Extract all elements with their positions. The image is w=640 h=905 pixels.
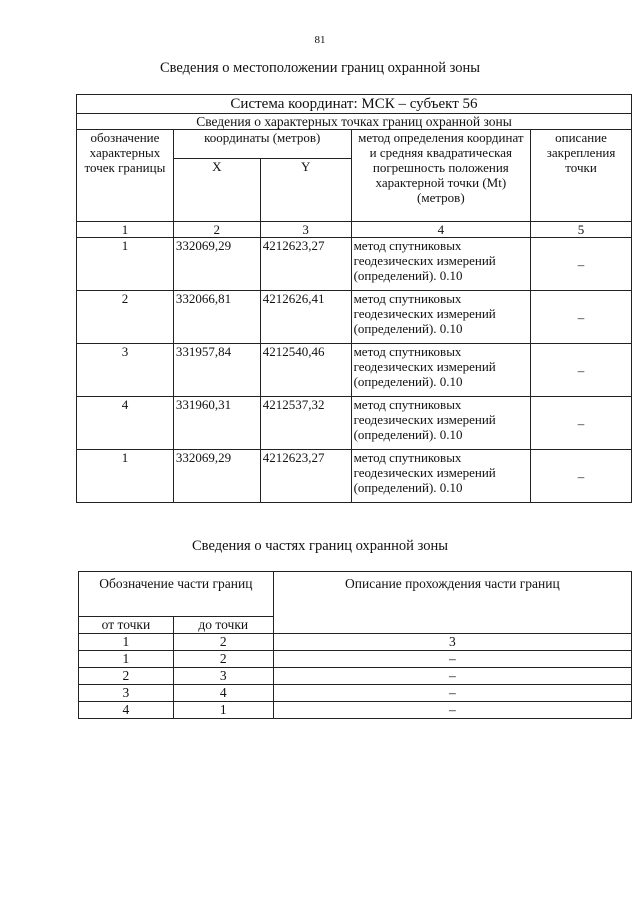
description-cell: – xyxy=(531,344,632,397)
method-cell: метод спутниковых геодезических измерений (определений). 0.10 xyxy=(351,238,531,291)
from-point-cell: 4 xyxy=(79,702,174,719)
header-to-point: до точки xyxy=(173,617,273,634)
method-cell: метод спутниковых геодезических измерений (определений). 0.10 xyxy=(351,450,531,503)
column-number: 3 xyxy=(273,634,631,651)
table-row xyxy=(79,668,632,685)
page-number: 81 xyxy=(314,34,326,46)
column-number: 2 xyxy=(173,634,273,651)
to-point-cell: 1 xyxy=(173,702,273,719)
part-description-cell: – xyxy=(273,702,631,719)
method-cell: метод спутниковых геодезических измерений (определений). 0.10 xyxy=(351,397,531,450)
part-description-cell: – xyxy=(273,685,631,702)
x-cell: 331960,31 xyxy=(173,397,260,450)
x-cell: 331957,84 xyxy=(173,344,260,397)
column-number: 2 xyxy=(173,222,260,238)
y-cell: 4212626,41 xyxy=(260,291,351,344)
part-description-cell: – xyxy=(273,651,631,668)
table-row xyxy=(77,450,632,503)
column-number: 1 xyxy=(79,634,174,651)
x-cell: 332069,29 xyxy=(173,450,260,503)
point-cell: 3 xyxy=(77,344,174,397)
header-coordinates: координаты (метров) xyxy=(173,130,351,159)
description-cell: – xyxy=(531,238,632,291)
column-number: 5 xyxy=(531,222,632,238)
part-description-cell: – xyxy=(273,668,631,685)
table-subtitle: Сведения о характерных точках границ охранной зоны xyxy=(77,114,632,130)
coordinate-system: Система координат: МСК – субъект 56 xyxy=(77,95,632,114)
description-cell: – xyxy=(531,291,632,344)
column-number: 4 xyxy=(351,222,531,238)
y-cell: 4212623,27 xyxy=(260,450,351,503)
description-cell: – xyxy=(531,397,632,450)
to-point-cell: 3 xyxy=(173,668,273,685)
boundary-parts-table xyxy=(78,571,632,719)
point-cell: 1 xyxy=(77,238,174,291)
description-cell: – xyxy=(531,450,632,503)
from-point-cell: 3 xyxy=(79,685,174,702)
x-cell: 332066,81 xyxy=(173,291,260,344)
method-cell: метод спутниковых геодезических измерений (определений). 0.10 xyxy=(351,344,531,397)
header-part-description: Описание прохождения части границ xyxy=(273,572,631,634)
y-cell: 4212623,27 xyxy=(260,238,351,291)
table-row xyxy=(77,397,632,450)
method-cell: метод спутниковых геодезических измерений (определений). 0.10 xyxy=(351,291,531,344)
table-row xyxy=(77,291,632,344)
parts-section-title: Сведения о частях границ охранной зоны xyxy=(192,538,448,554)
x-cell: 332069,29 xyxy=(173,238,260,291)
header-from-point: от точки xyxy=(79,617,174,634)
y-cell: 4212537,32 xyxy=(260,397,351,450)
to-point-cell: 4 xyxy=(173,685,273,702)
header-x: X xyxy=(173,159,260,222)
header-point: обозначение характерных точек границы xyxy=(77,130,174,222)
column-number: 3 xyxy=(260,222,351,238)
table-row xyxy=(77,238,632,291)
point-cell: 1 xyxy=(77,450,174,503)
column-number: 1 xyxy=(77,222,174,238)
point-cell: 2 xyxy=(77,291,174,344)
y-cell: 4212540,46 xyxy=(260,344,351,397)
coordinates-table xyxy=(76,94,632,503)
document-title: Сведения о местоположении границ охранной зоны xyxy=(159,60,480,76)
header-method: метод определения координат и средняя квадратическая погрешность положения характерной точки (Mt) (метров) xyxy=(351,130,531,222)
table-row xyxy=(79,702,632,719)
table-row xyxy=(79,651,632,668)
header-description: описание закрепления точки xyxy=(531,130,632,222)
table-row xyxy=(79,685,632,702)
from-point-cell: 2 xyxy=(79,668,174,685)
header-designation: Обозначение части границ xyxy=(79,572,274,617)
table-row xyxy=(77,344,632,397)
point-cell: 4 xyxy=(77,397,174,450)
header-y: Y xyxy=(260,159,351,222)
from-point-cell: 1 xyxy=(79,651,174,668)
to-point-cell: 2 xyxy=(173,651,273,668)
